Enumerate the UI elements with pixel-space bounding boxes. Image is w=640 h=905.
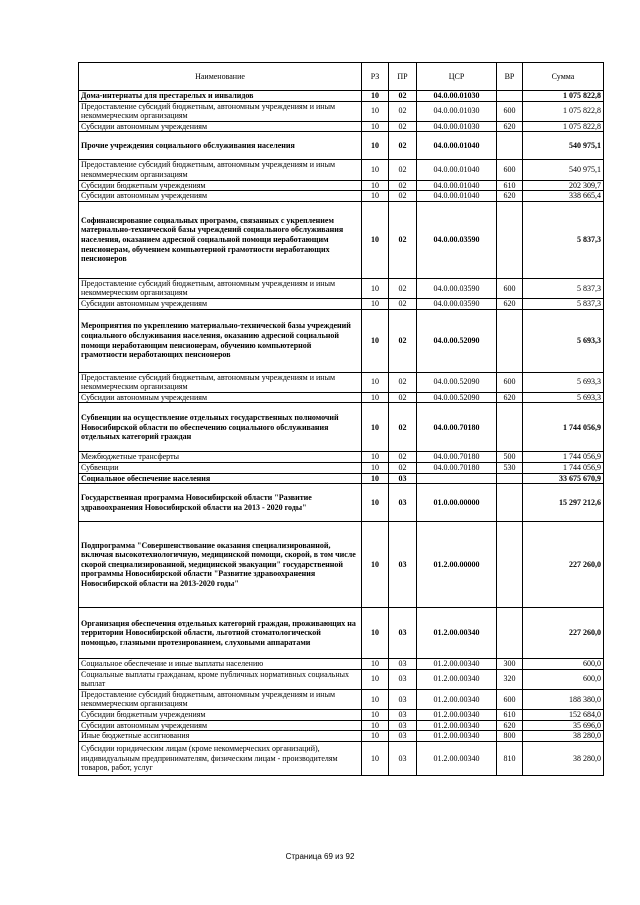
- cell-pr: 02: [389, 278, 417, 298]
- cell-name: Межбюджетные трансферты: [79, 452, 362, 463]
- cell-rz: 10: [362, 659, 389, 670]
- cell-rz: 10: [362, 191, 389, 202]
- cell-sum: 5 837,3: [523, 201, 604, 278]
- cell-sum: 1 744 056,9: [523, 403, 604, 452]
- cell-vr: 530: [497, 462, 523, 473]
- cell-rz: 10: [362, 372, 389, 392]
- cell-rz: 10: [362, 403, 389, 452]
- table-row: [79, 484, 604, 522]
- cell-sum: 35 696,0: [523, 720, 604, 731]
- cell-pr: 02: [389, 180, 417, 191]
- cell-vr: 610: [497, 180, 523, 191]
- table-row: [79, 741, 604, 775]
- table-row: [79, 720, 604, 731]
- header-pr: ПР: [389, 63, 417, 91]
- cell-sum: 227 260,0: [523, 522, 604, 608]
- cell-sum: 38 280,0: [523, 731, 604, 742]
- cell-sum: 5 693,3: [523, 392, 604, 403]
- cell-pr: 02: [389, 452, 417, 463]
- cell-name: Социальное обеспечение населения: [79, 473, 362, 484]
- cell-pr: 03: [389, 710, 417, 721]
- cell-csr: 04.0.00.52090: [417, 392, 497, 403]
- cell-sum: 15 297 212,6: [523, 484, 604, 522]
- table-row: [79, 91, 604, 102]
- cell-name: Организация обеспечения отдельных категорий граждан, проживающих на территории Новосибирской области, льготной стоматологической помощью, глазными протезированием, слуховыми аппаратами: [79, 608, 362, 659]
- cell-csr: 01.2.00.00340: [417, 608, 497, 659]
- cell-pr: 03: [389, 484, 417, 522]
- cell-pr: 02: [389, 132, 417, 160]
- cell-csr: 04.0.00.70180: [417, 452, 497, 463]
- cell-pr: 03: [389, 522, 417, 608]
- cell-name: Дома-интернаты для престарелых и инвалидов: [79, 91, 362, 102]
- cell-csr: 01.0.00.00000: [417, 484, 497, 522]
- table-row: [79, 689, 604, 709]
- cell-csr: 04.0.00.01030: [417, 91, 497, 102]
- cell-rz: 10: [362, 731, 389, 742]
- cell-rz: 10: [362, 452, 389, 463]
- table-row: [79, 101, 604, 121]
- cell-csr: 04.0.00.01040: [417, 160, 497, 180]
- cell-vr: 600: [497, 372, 523, 392]
- cell-sum: 5 693,3: [523, 309, 604, 372]
- cell-vr: 500: [497, 452, 523, 463]
- cell-name: Иные бюджетные ассигнования: [79, 731, 362, 742]
- cell-sum: 540 975,1: [523, 132, 604, 160]
- table-row: [79, 298, 604, 309]
- cell-name: Прочие учреждения социального обслуживания населения: [79, 132, 362, 160]
- table-row: [79, 121, 604, 132]
- cell-csr: 01.2.00.00340: [417, 669, 497, 689]
- cell-rz: 10: [362, 160, 389, 180]
- cell-rz: 10: [362, 484, 389, 522]
- cell-csr: 04.0.00.01040: [417, 132, 497, 160]
- cell-pr: 02: [389, 462, 417, 473]
- cell-name: Социальное обеспечение и иные выплаты населению: [79, 659, 362, 670]
- cell-rz: 10: [362, 121, 389, 132]
- cell-rz: 10: [362, 741, 389, 775]
- cell-name: Предоставление субсидий бюджетным, автономным учреждениям и иным некоммерческим организациям: [79, 689, 362, 709]
- cell-name: Предоставление субсидий бюджетным, автономным учреждениям и иным некоммерческим организациям: [79, 278, 362, 298]
- cell-pr: 02: [389, 101, 417, 121]
- cell-vr: 620: [497, 298, 523, 309]
- cell-pr: 03: [389, 473, 417, 484]
- cell-pr: 03: [389, 689, 417, 709]
- table-row: [79, 710, 604, 721]
- cell-name: Субсидии автономным учреждениям: [79, 191, 362, 202]
- header-csr: ЦСР: [417, 63, 497, 91]
- cell-name: Субсидии автономным учреждениям: [79, 121, 362, 132]
- cell-sum: 1 075 822,8: [523, 91, 604, 102]
- cell-vr: 600: [497, 160, 523, 180]
- table-row: [79, 731, 604, 742]
- cell-vr: [497, 91, 523, 102]
- cell-rz: 10: [362, 132, 389, 160]
- cell-csr: 01.2.00.00340: [417, 689, 497, 709]
- page-number: Страница 69 из 92: [285, 852, 355, 861]
- cell-sum: 1 744 056,9: [523, 452, 604, 463]
- cell-name: Субсидии автономным учреждениям: [79, 298, 362, 309]
- cell-vr: 620: [497, 720, 523, 731]
- cell-vr: 810: [497, 741, 523, 775]
- cell-vr: 620: [497, 191, 523, 202]
- cell-rz: 10: [362, 91, 389, 102]
- cell-name: Субсидии автономным учреждениям: [79, 392, 362, 403]
- header-vr: ВР: [497, 63, 523, 91]
- cell-csr: 01.2.00.00340: [417, 720, 497, 731]
- cell-sum: 5 837,3: [523, 278, 604, 298]
- cell-pr: 02: [389, 121, 417, 132]
- cell-vr: 320: [497, 669, 523, 689]
- table-row: [79, 473, 604, 484]
- cell-name: Государственная программа Новосибирской области "Развитие здравоохранения Новосибирской области на 2013 - 2020 годы": [79, 484, 362, 522]
- cell-csr: 01.2.00.00000: [417, 522, 497, 608]
- table-row: [79, 608, 604, 659]
- table-row: [79, 372, 604, 392]
- table-row: [79, 452, 604, 463]
- cell-vr: [497, 403, 523, 452]
- cell-sum: 600,0: [523, 669, 604, 689]
- cell-pr: 02: [389, 160, 417, 180]
- cell-sum: 227 260,0: [523, 608, 604, 659]
- cell-csr: 01.2.00.00340: [417, 731, 497, 742]
- cell-vr: 600: [497, 278, 523, 298]
- cell-name: Предоставление субсидий бюджетным, автономным учреждениям и иным некоммерческим организациям: [79, 101, 362, 121]
- cell-sum: 38 280,0: [523, 741, 604, 775]
- cell-name: Предоставление субсидий бюджетным, автономным учреждениям и иным некоммерческим организациям: [79, 160, 362, 180]
- cell-rz: 10: [362, 462, 389, 473]
- cell-rz: 10: [362, 669, 389, 689]
- cell-vr: [497, 309, 523, 372]
- cell-csr: 04.0.00.52090: [417, 309, 497, 372]
- cell-sum: 152 684,0: [523, 710, 604, 721]
- cell-vr: [497, 484, 523, 522]
- cell-pr: 03: [389, 669, 417, 689]
- table-row: [79, 403, 604, 452]
- cell-vr: [497, 608, 523, 659]
- cell-pr: 02: [389, 191, 417, 202]
- cell-vr: [497, 201, 523, 278]
- table-row: [79, 392, 604, 403]
- table-row: [79, 160, 604, 180]
- table-row: [79, 180, 604, 191]
- header-name: Наименование: [79, 63, 362, 91]
- cell-sum: 338 665,4: [523, 191, 604, 202]
- cell-csr: 04.0.00.03590: [417, 201, 497, 278]
- cell-pr: 03: [389, 731, 417, 742]
- cell-csr: 01.2.00.00340: [417, 659, 497, 670]
- cell-vr: [497, 522, 523, 608]
- cell-csr: 01.2.00.00340: [417, 710, 497, 721]
- cell-rz: 10: [362, 309, 389, 372]
- cell-rz: 10: [362, 710, 389, 721]
- cell-sum: 1 744 056,9: [523, 462, 604, 473]
- table-row: [79, 669, 604, 689]
- table-row: [79, 309, 604, 372]
- table-row: [79, 462, 604, 473]
- cell-sum: 188 380,0: [523, 689, 604, 709]
- cell-pr: 02: [389, 309, 417, 372]
- table-row: [79, 132, 604, 160]
- cell-sum: 540 975,1: [523, 160, 604, 180]
- cell-rz: 10: [362, 522, 389, 608]
- cell-name: Субвенции: [79, 462, 362, 473]
- cell-name: Субсидии юридическим лицам (кроме некоммерческих организаций), индивидуальным предпринимателям, физическим лицам - производителям товаров, работ, услуг: [79, 741, 362, 775]
- cell-sum: 600,0: [523, 659, 604, 670]
- cell-rz: 10: [362, 298, 389, 309]
- cell-pr: 02: [389, 392, 417, 403]
- cell-rz: 10: [362, 608, 389, 659]
- cell-rz: 10: [362, 720, 389, 731]
- cell-csr: 01.2.00.00340: [417, 741, 497, 775]
- cell-rz: 10: [362, 278, 389, 298]
- table-row: [79, 278, 604, 298]
- table-row: [79, 201, 604, 278]
- cell-sum: 1 075 822,8: [523, 121, 604, 132]
- table-row: [79, 191, 604, 202]
- cell-name: Мероприятия по укреплению материально-технической базы учреждений социального обслуживания населения, оказанию адресной социальной помощи неработающим пенсионерам, обучению компьютерной грамотности неработающих пенсионеров: [79, 309, 362, 372]
- cell-rz: 10: [362, 201, 389, 278]
- cell-name: Предоставление субсидий бюджетным, автономным учреждениям и иным некоммерческим организациям: [79, 372, 362, 392]
- cell-pr: 03: [389, 720, 417, 731]
- cell-vr: 300: [497, 659, 523, 670]
- cell-rz: 10: [362, 180, 389, 191]
- cell-pr: 02: [389, 201, 417, 278]
- cell-sum: 202 309,7: [523, 180, 604, 191]
- cell-rz: 10: [362, 689, 389, 709]
- cell-name: Подпрограмма "Совершенствование оказания специализированной, включая высокотехнологичную, медицинской помощи, скорой, в том числе скорой специализированной, медицинской эвакуации" государственной программы Новосибирской области "Развитие здравоохранения Новосибирской области на 2013-2020 годы": [79, 522, 362, 608]
- cell-vr: 800: [497, 731, 523, 742]
- cell-sum: 5 837,3: [523, 298, 604, 309]
- cell-vr: 610: [497, 710, 523, 721]
- cell-csr: [417, 473, 497, 484]
- cell-name: Социальные выплаты гражданам, кроме публичных нормативных социальных выплат: [79, 669, 362, 689]
- cell-name: Субсидии бюджетным учреждениям: [79, 710, 362, 721]
- cell-pr: 03: [389, 608, 417, 659]
- cell-vr: [497, 473, 523, 484]
- cell-vr: 600: [497, 101, 523, 121]
- cell-rz: 10: [362, 101, 389, 121]
- cell-vr: 620: [497, 121, 523, 132]
- cell-csr: 04.0.00.52090: [417, 372, 497, 392]
- cell-pr: 03: [389, 741, 417, 775]
- cell-rz: 10: [362, 392, 389, 403]
- cell-vr: 620: [497, 392, 523, 403]
- cell-pr: 02: [389, 372, 417, 392]
- cell-name: Субсидии автономным учреждениям: [79, 720, 362, 731]
- cell-csr: 04.0.00.70180: [417, 462, 497, 473]
- cell-vr: 600: [497, 689, 523, 709]
- cell-pr: 03: [389, 659, 417, 670]
- cell-sum: 33 675 670,9: [523, 473, 604, 484]
- cell-name: Субсидии бюджетным учреждениям: [79, 180, 362, 191]
- cell-name: Субвенции на осуществление отдельных государственных полномочий Новосибирской области по обеспечению социального обслуживания отдельных категорий граждан: [79, 403, 362, 452]
- table-body: [79, 91, 604, 776]
- table-row: [79, 522, 604, 608]
- cell-sum: 5 693,3: [523, 372, 604, 392]
- cell-csr: 04.0.00.01030: [417, 101, 497, 121]
- cell-csr: 04.0.00.01040: [417, 191, 497, 202]
- cell-csr: 04.0.00.03590: [417, 278, 497, 298]
- header-sum: Сумма: [523, 63, 604, 91]
- cell-sum: 1 075 822,8: [523, 101, 604, 121]
- cell-csr: 04.0.00.01040: [417, 180, 497, 191]
- cell-pr: 02: [389, 403, 417, 452]
- cell-csr: 04.0.00.01030: [417, 121, 497, 132]
- cell-vr: [497, 132, 523, 160]
- cell-csr: 04.0.00.03590: [417, 298, 497, 309]
- cell-pr: 02: [389, 298, 417, 309]
- cell-csr: 04.0.00.70180: [417, 403, 497, 452]
- budget-table: [78, 62, 604, 776]
- table-header-row: [79, 63, 604, 91]
- header-rz: РЗ: [362, 63, 389, 91]
- cell-pr: 02: [389, 91, 417, 102]
- table-row: [79, 659, 604, 670]
- cell-name: Софинансирование социальных программ, связанных с укреплением материально-технической базы учреждений социального обслуживания населения, оказанием адресной социальной помощи неработающим пенсионерам, обучением компьютерной грамотности неработающих пенсионеров: [79, 201, 362, 278]
- cell-rz: 10: [362, 473, 389, 484]
